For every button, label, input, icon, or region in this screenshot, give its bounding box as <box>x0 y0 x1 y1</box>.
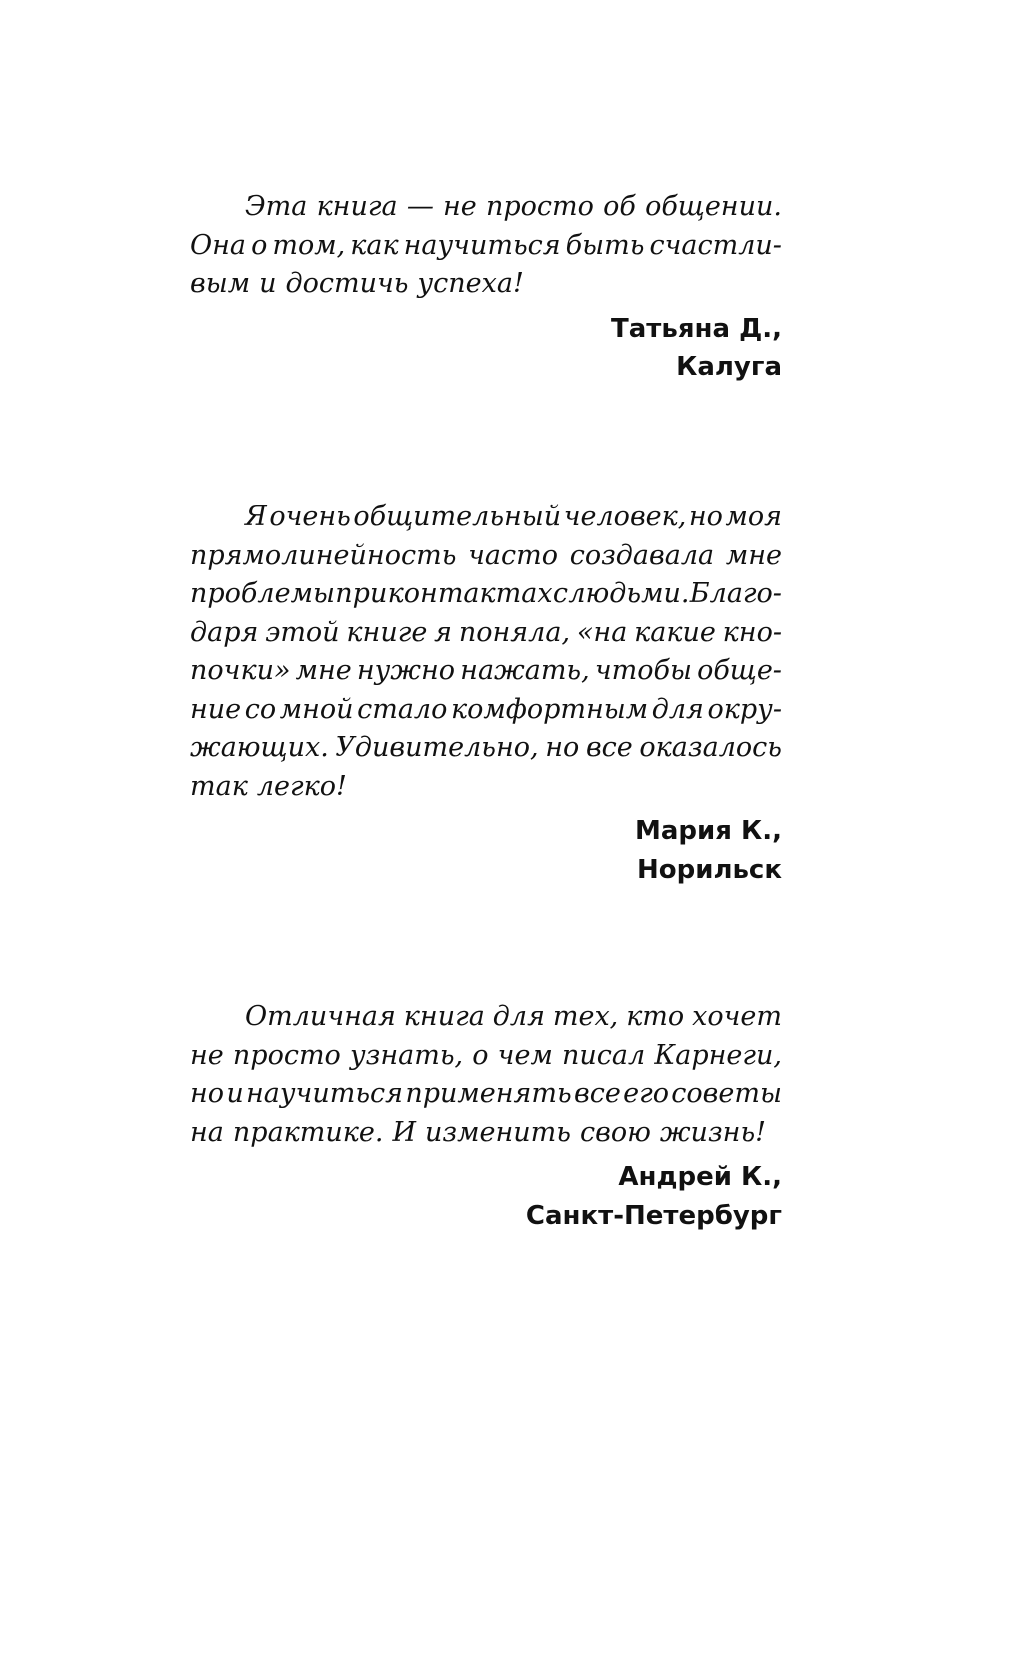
review-1 <box>190 188 782 387</box>
quote-line <box>190 537 782 576</box>
quote-word: и <box>259 268 277 299</box>
quote-line <box>190 652 782 691</box>
quote-word: часто <box>468 539 558 571</box>
quote-word: тех, <box>552 1001 619 1032</box>
author-city: Калуга <box>676 352 782 382</box>
quote-line <box>190 614 782 653</box>
quote-line <box>190 729 782 768</box>
quote-word: при <box>335 578 388 609</box>
quote-word: человек, <box>563 501 687 532</box>
quote-word: какие <box>634 616 716 648</box>
quote-word: для <box>651 693 704 725</box>
quote-word: его <box>623 1078 669 1109</box>
quote-word: чем <box>497 1039 553 1071</box>
quote-line <box>190 691 782 730</box>
quote-word: быть <box>565 229 645 261</box>
quote-word: на <box>190 1116 224 1148</box>
quote-word: научиться <box>403 229 561 261</box>
quote-word: научиться <box>246 1078 404 1109</box>
review-2 <box>190 498 782 889</box>
review-quote <box>190 998 782 1152</box>
quote-word: вым <box>190 268 251 299</box>
quote-word: Она <box>190 229 247 261</box>
quote-line <box>190 575 782 614</box>
quote-word: мной <box>279 693 354 725</box>
author-city: Санкт-Петербург <box>525 1200 782 1231</box>
quote-word: нужно <box>356 655 456 686</box>
quote-word: моя <box>725 501 782 532</box>
quote-word: практике. <box>232 1116 384 1148</box>
review-author <box>190 812 782 889</box>
quote-word: просто <box>232 1039 341 1071</box>
quote-word: советы <box>671 1078 782 1109</box>
quote-word: узнать, <box>349 1039 464 1071</box>
quote-line <box>190 227 782 266</box>
quote-word: создавала <box>569 539 715 571</box>
quote-line <box>190 1114 782 1153</box>
quote-word: свою <box>579 1116 651 1148</box>
quote-word: писал <box>561 1039 646 1071</box>
quote-line <box>190 498 782 537</box>
quote-word: ние <box>190 693 242 725</box>
quote-word: как <box>350 229 399 261</box>
quote-word: не <box>190 1039 224 1071</box>
author-city: Норильск <box>637 854 782 885</box>
quote-line <box>190 1075 782 1114</box>
quote-word: для <box>492 1001 545 1032</box>
quote-word: жающих. <box>190 732 329 763</box>
quote-word: все <box>573 1078 621 1109</box>
author-name: Андрей К., <box>618 1162 782 1192</box>
quote-word: но <box>688 501 723 532</box>
quote-word: И <box>392 1116 417 1148</box>
quote-word: стало <box>357 693 448 725</box>
author-name: Татьяна Д., <box>611 313 782 344</box>
quote-word: мне <box>295 655 352 686</box>
quote-word: Удивительно, <box>335 732 539 763</box>
quote-word: почки» <box>190 655 291 686</box>
quote-word: — <box>406 191 434 222</box>
quote-word: просто <box>485 191 594 222</box>
quote-word: чтобы <box>594 655 692 686</box>
quote-word: кно- <box>722 616 782 648</box>
quote-word: но <box>545 732 580 763</box>
quote-word: но <box>190 1078 225 1109</box>
quote-word: «на <box>576 616 628 648</box>
quote-word: счастли- <box>649 229 782 261</box>
quote-word: применять <box>405 1078 572 1109</box>
quote-word: с <box>552 578 569 609</box>
quote-word: книга <box>316 191 398 222</box>
quote-word: комфортным <box>450 693 649 725</box>
review-author <box>190 1158 782 1235</box>
quote-word: обще- <box>697 655 782 686</box>
quote-word: так <box>190 770 248 802</box>
review-3 <box>190 998 782 1235</box>
quote-word: Я <box>245 501 267 532</box>
quote-word: о <box>472 1039 489 1071</box>
quote-word: поняла, <box>458 616 571 648</box>
quote-word: достичь <box>285 268 409 299</box>
quote-word: Карнеги, <box>654 1039 782 1071</box>
quote-word: контактах <box>387 578 553 609</box>
review-quote <box>190 188 782 304</box>
quote-word: проблемы <box>190 578 335 609</box>
quote-word: общительный <box>353 501 562 532</box>
quote-word: я <box>434 616 453 648</box>
quote-line <box>190 265 782 304</box>
quote-word: прямолинейность <box>190 539 457 571</box>
quote-word: и <box>226 1078 244 1109</box>
quote-word: успеха! <box>417 268 524 299</box>
quote-word: нажать, <box>460 655 590 686</box>
quote-word: оказалось <box>639 732 782 763</box>
quote-word: Благо- <box>689 578 782 609</box>
quote-word: все <box>585 732 633 763</box>
quote-word: книга <box>403 1001 485 1032</box>
quote-word: книге <box>346 616 428 648</box>
quote-word: мне <box>725 539 782 571</box>
author-name: Мария К., <box>635 816 782 846</box>
quote-word: не <box>443 191 477 222</box>
quote-word: о <box>251 229 268 261</box>
quote-line <box>190 188 782 227</box>
quote-word: Эта <box>245 191 308 222</box>
quote-word: Отличная <box>245 1001 396 1032</box>
quote-word: об <box>603 191 636 222</box>
quote-line <box>190 768 782 807</box>
quote-word: хочет <box>692 1001 782 1032</box>
quote-word: окру- <box>707 693 782 725</box>
quote-line <box>190 1037 782 1076</box>
quote-word: изменить <box>425 1116 571 1148</box>
quote-word: этой <box>265 616 340 648</box>
review-quote <box>190 498 782 806</box>
quote-word: жизнь! <box>659 1116 767 1148</box>
quote-word: очень <box>269 501 351 532</box>
quote-word: людьми. <box>568 578 690 609</box>
quote-word: общении. <box>645 191 782 222</box>
quote-word: том, <box>272 229 346 261</box>
review-author <box>190 310 782 387</box>
quote-word: кто <box>626 1001 685 1032</box>
quote-word: даря <box>190 616 259 648</box>
quote-line <box>190 998 782 1037</box>
quote-word: легко! <box>256 770 347 802</box>
quote-word: со <box>244 693 277 725</box>
